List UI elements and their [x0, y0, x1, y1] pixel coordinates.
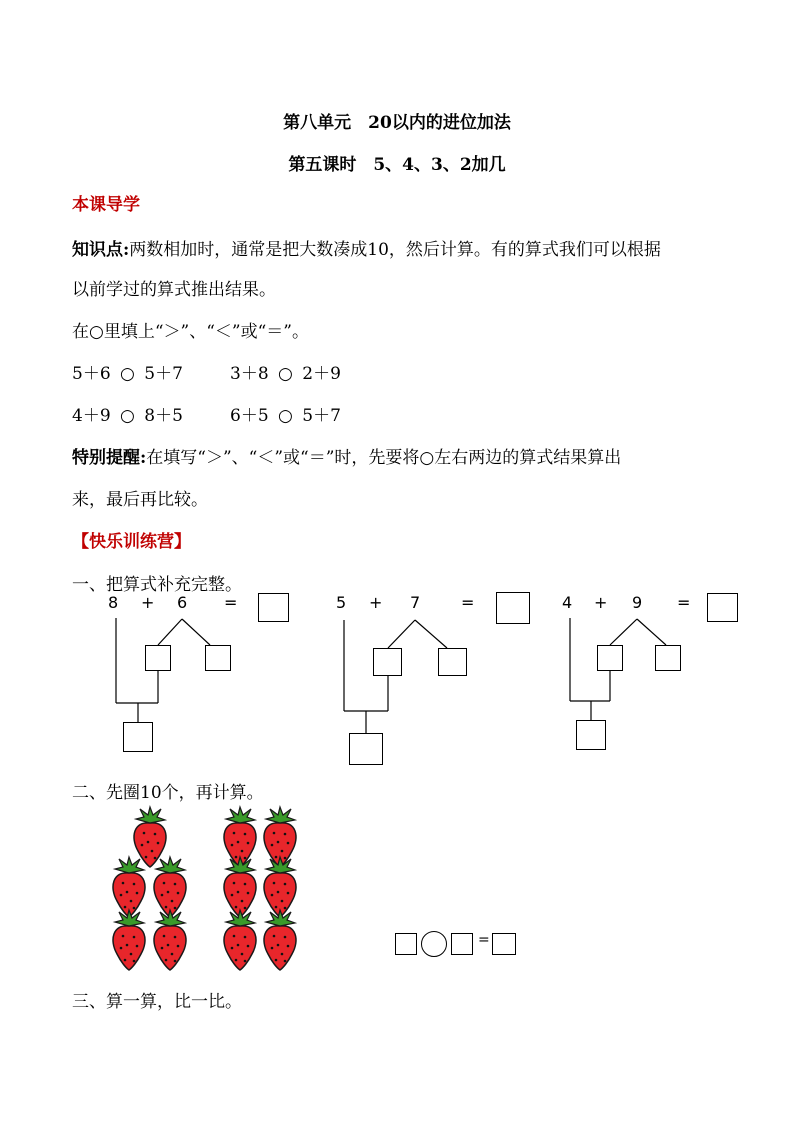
operator-circle[interactable] — [421, 931, 447, 957]
compare-left: 6＋5 — [230, 406, 269, 426]
plus-sign: + — [369, 593, 383, 612]
tip-label: 特别提醒: — [72, 448, 147, 468]
strawberry-icon[interactable] — [134, 807, 166, 867]
question-3: 三、算一算，比一比。 — [72, 992, 242, 1012]
knowledge-label: 知识点: — [72, 240, 130, 260]
compare-circle[interactable]: ○ — [278, 406, 293, 426]
addend-b: 7 — [410, 593, 421, 612]
guide-heading: 本课导学 — [72, 195, 140, 215]
plus-sign: + — [141, 593, 155, 612]
question-1: 一、把算式补充完整。 — [72, 575, 242, 595]
practice-heading: 【快乐训练营】 — [72, 532, 191, 552]
equals-sign: = — [478, 932, 490, 948]
compare-circle[interactable]: ○ — [120, 364, 135, 384]
strawberry-icon[interactable] — [154, 910, 186, 970]
tip-text-1: 在填写“＞”、“＜”或“＝”时，先要将○左右两边的算式结果算出 — [146, 448, 622, 468]
compare-right: 5＋7 — [302, 406, 341, 426]
addend-b: 6 — [177, 593, 188, 612]
compare-left: 5＋6 — [72, 364, 111, 384]
question-2: 二、先圈10个，再计算。 — [72, 783, 264, 803]
compare-instruction: 在○里填上“＞”、“＜”或“＝”。 — [72, 322, 309, 342]
equals-sign: = — [461, 593, 475, 612]
result-box[interactable] — [492, 933, 516, 955]
strawberry-icon[interactable] — [224, 910, 256, 970]
unit-title: 第八单元 20以内的进位加法 — [283, 113, 511, 133]
strawberry-icon[interactable] — [154, 857, 186, 917]
operand-box[interactable] — [395, 933, 417, 955]
addend-a: 5 — [336, 593, 347, 612]
strawberry-icon[interactable] — [264, 857, 296, 917]
compare-left: 3＋8 — [230, 364, 269, 384]
knowledge-text-1: 两数相加时，通常是把大数凑成10，然后计算。有的算式我们可以根据 — [129, 240, 661, 260]
strawberry-icon[interactable] — [264, 910, 296, 970]
strawberry-icon[interactable] — [113, 857, 145, 917]
addend-b: 9 — [632, 593, 643, 612]
operand-box[interactable] — [451, 933, 473, 955]
knowledge-text-2: 以前学过的算式推出结果。 — [72, 280, 276, 300]
tip-text-2: 来，最后再比较。 — [72, 490, 208, 510]
strawberry-icon[interactable] — [224, 857, 256, 917]
compare-right: 8＋5 — [144, 406, 183, 426]
plus-sign: + — [594, 593, 608, 612]
compare-right: 5＋7 — [144, 364, 183, 384]
compare-circle[interactable]: ○ — [278, 364, 293, 384]
addend-a: 4 — [562, 593, 573, 612]
equals-sign: = — [677, 593, 691, 612]
addend-a: 8 — [108, 593, 119, 612]
compare-circle[interactable]: ○ — [120, 406, 135, 426]
lesson-title: 第五课时 5、4、3、2加几 — [288, 155, 506, 175]
compare-left: 4＋9 — [72, 406, 111, 426]
compare-right: 2＋9 — [302, 364, 341, 384]
strawberry-icon[interactable] — [113, 910, 145, 970]
equals-sign: = — [224, 593, 238, 612]
